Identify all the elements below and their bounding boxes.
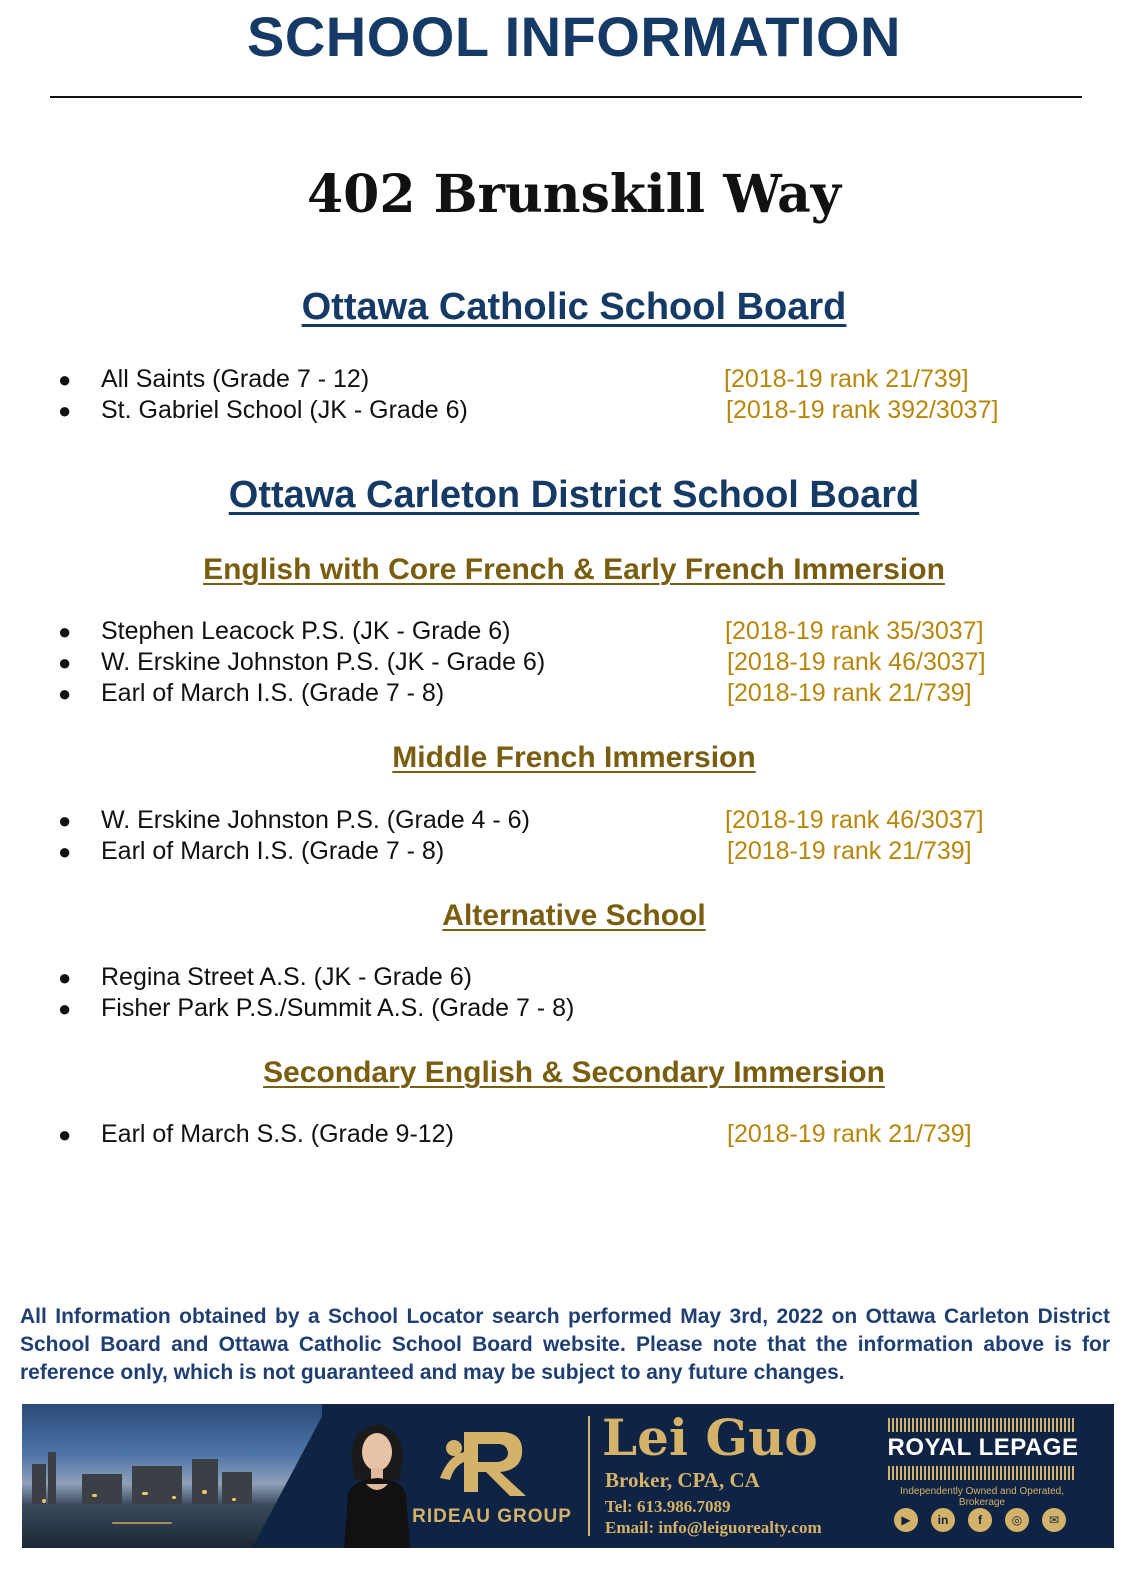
linkedin-icon[interactable]: in <box>931 1508 955 1532</box>
instagram-icon[interactable]: ◎ <box>1005 1508 1029 1532</box>
school-row <box>0 364 1148 395</box>
school-name: Fisher Park P.S./Summit A.S. (Grade 7 - 8) <box>101 994 575 1022</box>
school-name: Regina Street A.S. (JK - Grade 6) <box>101 963 472 991</box>
agent-portrait <box>332 1410 422 1548</box>
school-rank: [2018-19 rank 21/739] <box>727 1120 972 1148</box>
rideau-group-label: RIDEAU GROUP <box>412 1506 572 1527</box>
agent-phone: Tel: 613.986.7089 <box>605 1497 731 1516</box>
agent-title: Broker, CPA, CA <box>605 1468 760 1492</box>
school-name: Stephen Leacock P.S. (JK - Grade 6) <box>101 617 511 645</box>
school-row <box>0 1119 1148 1150</box>
school-name: St. Gabriel School (JK - Grade 6) <box>101 396 468 424</box>
bullet-icon: ● <box>58 650 72 675</box>
royal-lepage-bars-icon <box>888 1418 1076 1432</box>
section-heading-english-core-french: English with Core French & Early French Immersion <box>203 553 945 586</box>
school-name: W. Erskine Johnston P.S. (JK - Grade 6) <box>101 648 546 676</box>
bullet-icon: ● <box>58 839 72 864</box>
carleton-board-heading: Ottawa Carleton District School Board <box>228 474 920 516</box>
facebook-icon[interactable]: f <box>968 1508 992 1532</box>
school-row <box>0 962 1148 993</box>
school-rank: [2018-19 rank 46/3037] <box>725 806 984 834</box>
catholic-board-heading: Ottawa Catholic School Board <box>301 286 847 328</box>
royal-lepage-bars-icon <box>888 1466 1076 1480</box>
property-address: 402 Brunskill Way <box>306 164 842 225</box>
school-rank: [2018-19 rank 21/739] <box>727 837 972 865</box>
school-row <box>0 678 1148 709</box>
bullet-icon: ● <box>58 681 72 706</box>
wechat-icon[interactable]: ✉ <box>1042 1508 1066 1532</box>
agent-email: Email: info@leiguorealty.com <box>605 1518 822 1537</box>
school-rank: [2018-19 rank 35/3037] <box>725 617 984 645</box>
bullet-icon: ● <box>58 965 72 990</box>
youtube-icon[interactable]: ▶ <box>894 1508 918 1532</box>
banner-divider <box>588 1416 590 1536</box>
section-heading-secondary: Secondary English & Secondary Immersion <box>263 1056 885 1089</box>
school-rank: [2018-19 rank 46/3037] <box>727 648 986 676</box>
bullet-icon: ● <box>58 367 72 392</box>
school-rank: [2018-19 rank 392/3037] <box>726 396 999 424</box>
title-underline <box>50 96 1082 98</box>
school-name: Earl of March S.S. (Grade 9-12) <box>101 1120 454 1148</box>
section-heading-middle-french: Middle French Immersion <box>392 741 756 774</box>
school-name: All Saints (Grade 7 - 12) <box>101 365 370 393</box>
bullet-icon: ● <box>58 996 72 1021</box>
agent-name: Lei Guo <box>602 1408 818 1467</box>
school-row <box>0 836 1148 867</box>
disclaimer-note: All Information obtained by a School Locator search performed May 3rd, 2022 on Ottawa Carleton District School Board and Ottawa Catholic School Board website. Please note that the information above is for reference only, which is not guaranteed and may be subject to any future changes. <box>20 1305 1110 1384</box>
school-name: W. Erskine Johnston P.S. (Grade 4 - 6) <box>101 806 530 834</box>
school-row <box>0 993 1148 1024</box>
agent-banner <box>22 1404 1114 1548</box>
school-row <box>0 805 1148 836</box>
section-heading-alternative: Alternative School <box>442 899 706 932</box>
social-links <box>894 1508 1074 1536</box>
bullet-icon: ● <box>58 619 72 644</box>
brokerage-tagline: Independently Owned and Operated, Brokerage <box>899 1486 1064 1508</box>
school-row <box>0 647 1148 678</box>
bullet-icon: ● <box>58 808 72 833</box>
school-row <box>0 395 1148 426</box>
school-name: Earl of March I.S. (Grade 7 - 8) <box>101 679 445 707</box>
school-name: Earl of March I.S. (Grade 7 - 8) <box>101 837 445 865</box>
page-title: SCHOOL INFORMATION <box>246 5 901 68</box>
bullet-icon: ● <box>58 398 72 423</box>
school-rank: [2018-19 rank 21/739] <box>724 365 969 393</box>
rideau-group-logo <box>434 1422 546 1502</box>
royal-lepage-logo: ROYAL LEPAGE <box>887 1434 1079 1461</box>
school-row <box>0 616 1148 647</box>
bullet-icon: ● <box>58 1122 72 1147</box>
school-rank: [2018-19 rank 21/739] <box>727 679 972 707</box>
